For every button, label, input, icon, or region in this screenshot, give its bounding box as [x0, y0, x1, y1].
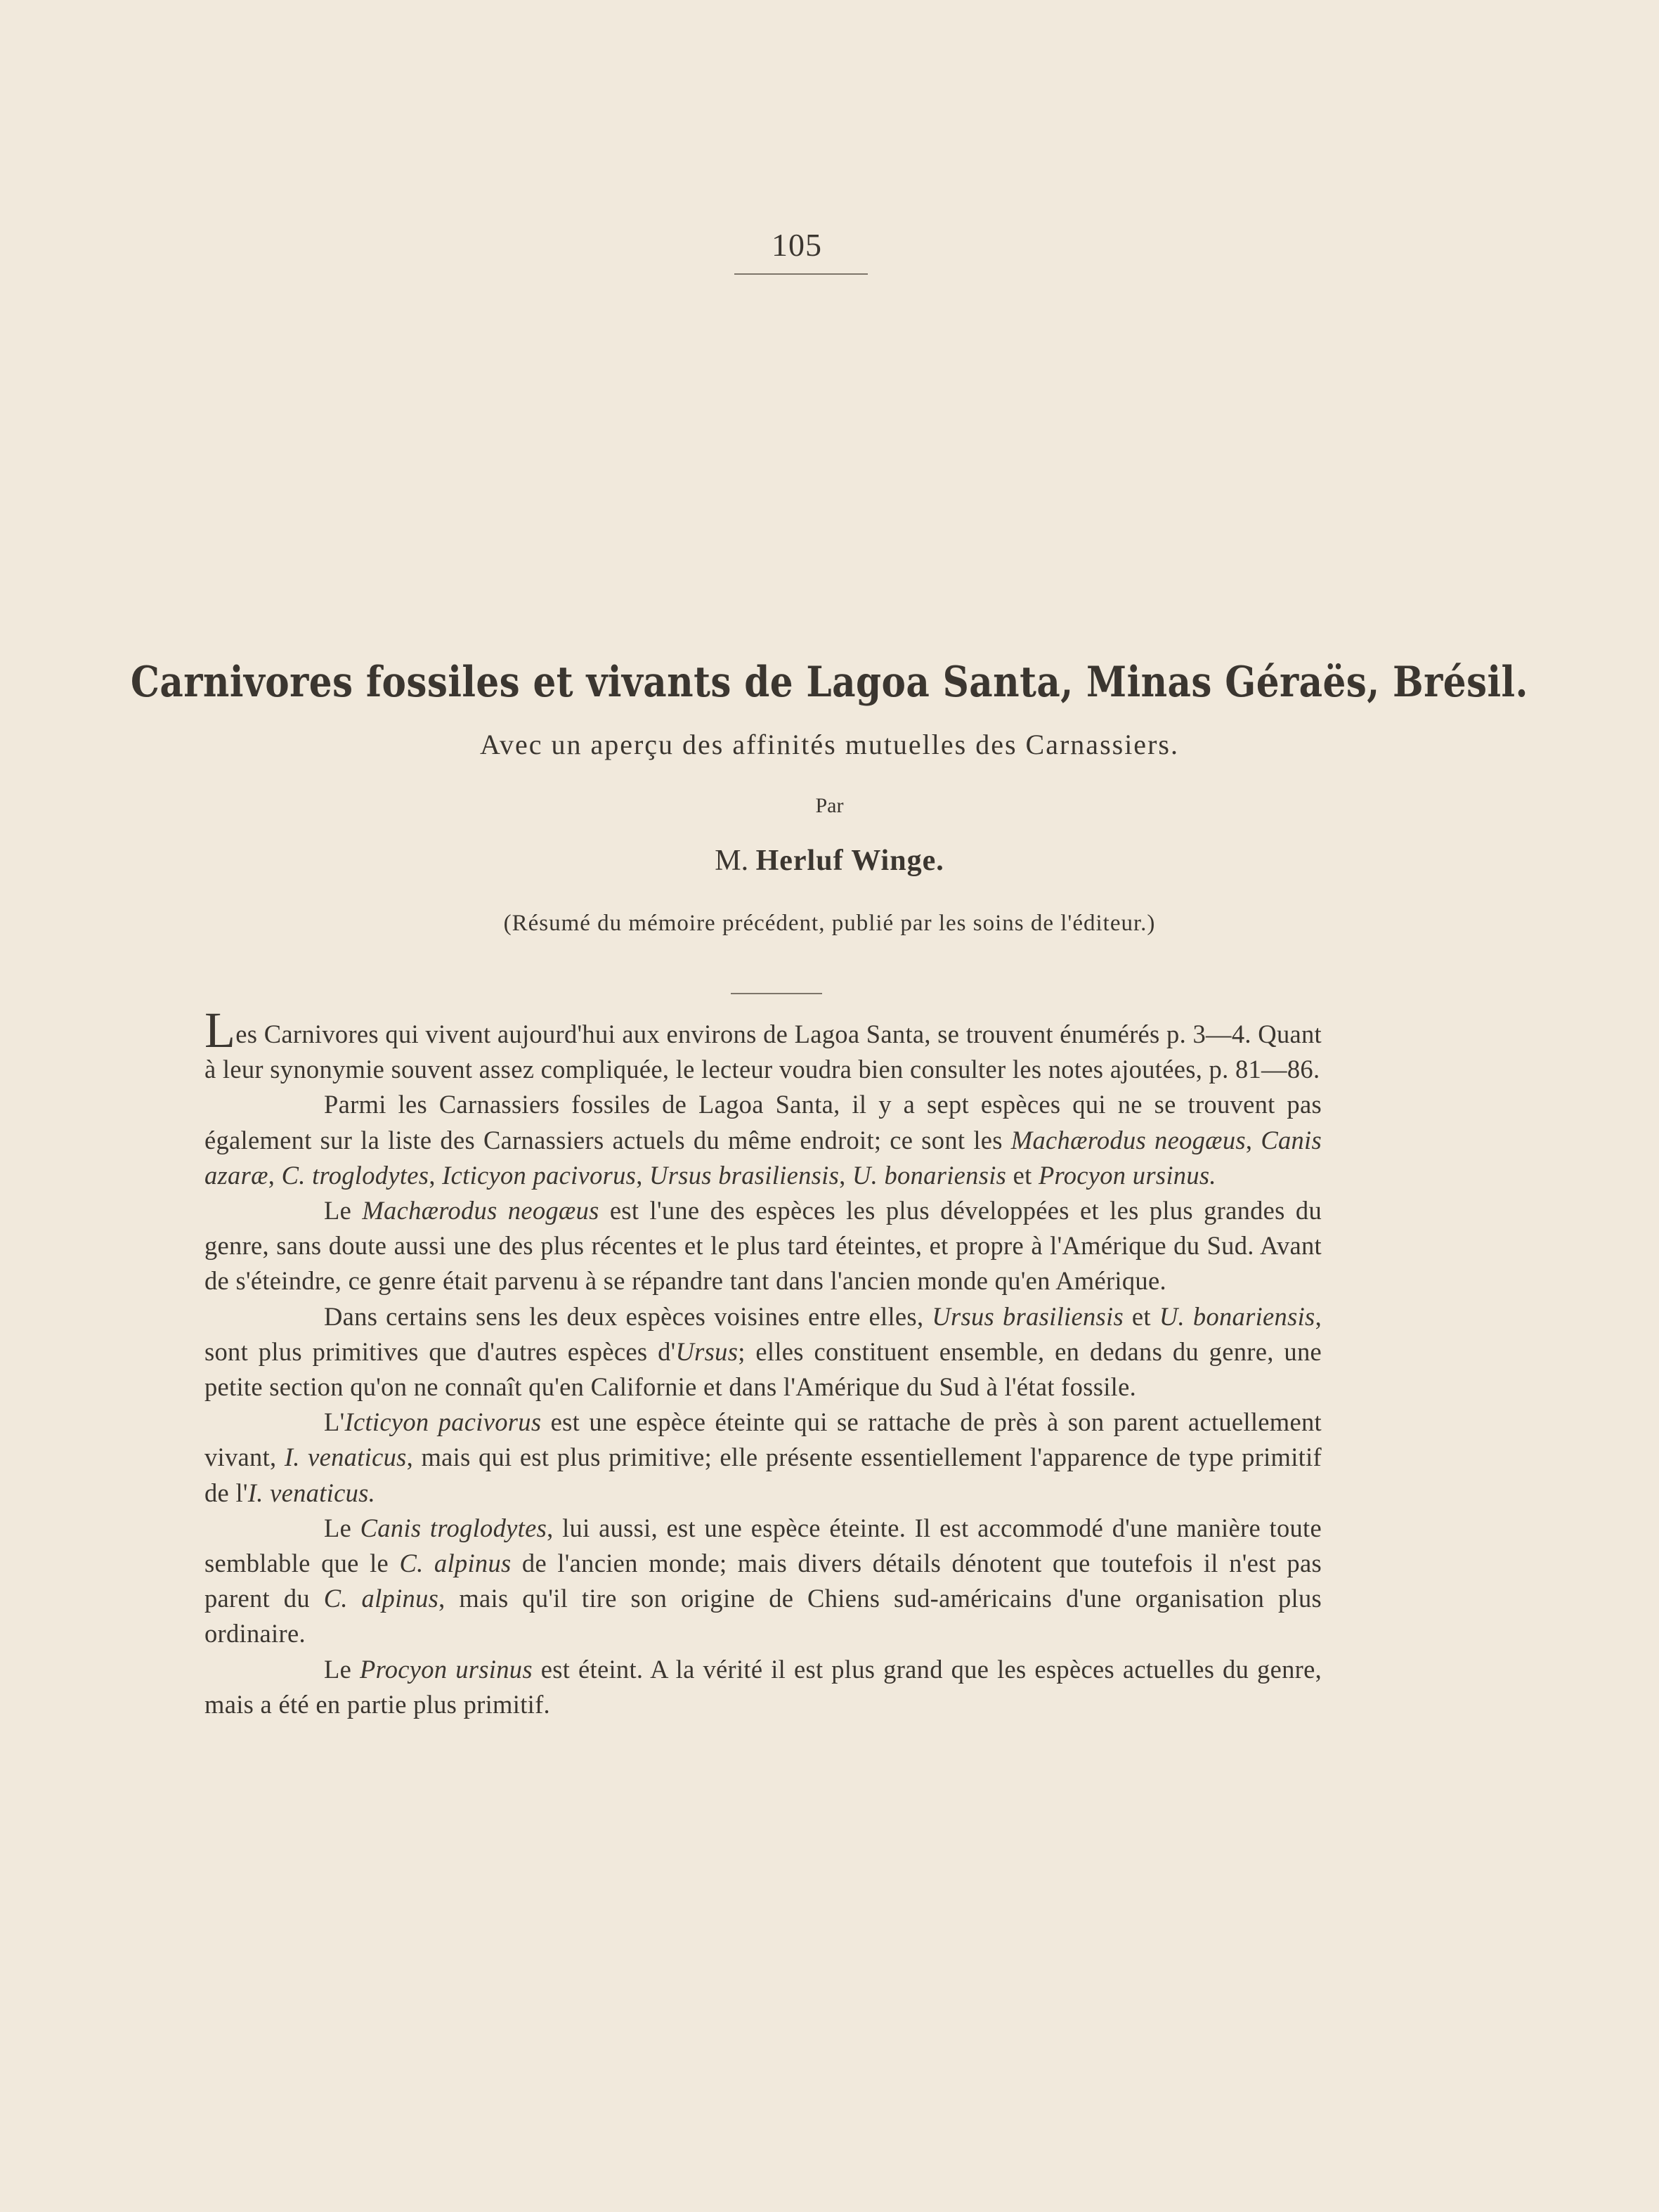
paragraph-6 [204, 1511, 1322, 1652]
species-name: Ursus brasiliensis [932, 1301, 1124, 1331]
text-run: et [1123, 1301, 1159, 1331]
text-run: et [1006, 1160, 1039, 1190]
text-run: Parmi les Carnassiers fossiles de Lagoa Santa, il y a sept espèces qui ne se trouvent pas également sur la liste des Carnassiers actuels du même endroit; ce sont les [204, 1090, 1322, 1154]
species-name: Machærodus neogæus [362, 1196, 599, 1225]
author-prefix: M. [715, 845, 749, 877]
text-run: , [1245, 1125, 1261, 1154]
species-name: Canis troglodytes [360, 1513, 547, 1542]
species-name: Icticyon pacivorus [344, 1407, 542, 1437]
species-name: Ursus [675, 1336, 739, 1366]
species-name: Icticyon pacivorus [442, 1160, 637, 1190]
text-run: Le [324, 1654, 360, 1684]
paragraph-text: es Carnivores qui vivent aujourd'hui aux environs de Lagoa Santa, se trouvent énumérés p. 3—4. Quant à leur synonymie souvent assez compliquée, le lecteur voudra bien consulter les notes ajoutées, p. 81—86. [204, 1020, 1322, 1084]
text-run: , [429, 1160, 443, 1190]
section-divider [731, 993, 822, 994]
species-name: Procyon ursinus. [1038, 1160, 1216, 1190]
species-name: C. troglodytes [281, 1160, 429, 1190]
by-label: Par [815, 794, 844, 817]
text-run: Le [324, 1513, 360, 1542]
species-name: Machærodus neogæus [1010, 1125, 1246, 1154]
paragraph-7 [204, 1652, 1322, 1722]
paragraph-4 [204, 1299, 1322, 1405]
article-subtitle: Avec un aperçu des affinités mutuelles des Carnassiers. [480, 729, 1179, 760]
species-name: C. alpinus [399, 1549, 512, 1578]
paragraph-1 [204, 1002, 1322, 1087]
text-run: de l'ancien monde; mais divers détails dénotent que toutefois il n'est pas parent du [204, 1549, 1322, 1613]
paragraph-2 [204, 1087, 1322, 1193]
species-name: I. venaticus. [247, 1478, 376, 1507]
text-run: est une espèce éteinte qui se rattache de près à son parent actuellement vivant, [204, 1407, 1322, 1472]
species-name: U. bonariensis [852, 1160, 1007, 1190]
drop-cap: L [204, 1002, 236, 1058]
article-body [204, 1002, 1322, 1722]
text-run: Le [324, 1196, 363, 1225]
text-run: , [839, 1160, 852, 1190]
text-run: , mais qui est plus primitive; elle présente essentiellement l'apparence de type primitif de l' [204, 1443, 1322, 1507]
species-name: Canis azaræ [204, 1125, 1322, 1190]
author-line [0, 844, 1659, 878]
author-name: Herluf Winge. [755, 845, 944, 877]
text-run: , lui aussi, est une espèce éteinte. Il est accommodé d'une manière toute semblable que le [204, 1513, 1322, 1578]
text-run: ; elles constituent ensemble, en dedans du genre, une petite section qu'on ne connaît qu'en Californie et dans l'Amérique du Sud à l'état fossile. [204, 1336, 1322, 1402]
species-name: Procyon ursinus [359, 1654, 533, 1684]
species-name: C. alpinus [323, 1584, 439, 1613]
paragraph-3 [204, 1193, 1322, 1299]
text-run: , [268, 1160, 282, 1190]
species-name: I. venaticus [284, 1443, 407, 1472]
species-name: U. bonariensis [1159, 1301, 1315, 1331]
paragraph-5 [204, 1405, 1322, 1511]
text-run: , sont plus primitives que d'autres espèces d' [204, 1301, 1322, 1366]
page-number: 105 [772, 227, 822, 263]
species-name: Ursus brasiliensis [649, 1160, 840, 1190]
text-run: Dans certains sens les deux espèces voisines entre elles, [324, 1301, 932, 1331]
page-number-rule [734, 273, 868, 275]
text-run: est l'une des espèces les plus développées et les plus grandes du genre, sans doute aussi une des plus récentes et le plus tard éteintes, et propre à l'Amérique du Sud. Avant de s'éteindre, ce genre était parvenu à se répandre tant dans l'ancien monde qu'en Amérique. [204, 1196, 1322, 1296]
article-title: Carnivores fossiles et vivants de Lagoa Santa, Minas Géraës, Brésil. [130, 658, 1528, 707]
text-run: L' [324, 1407, 345, 1437]
text-run: , mais qu'il tire son origine de Chiens sud-américains d'une organisation plus ordinaire. [204, 1584, 1322, 1648]
editor-note: (Résumé du mémoire précédent, publié par les soins de l'éditeur.) [503, 911, 1156, 936]
text-run: , [636, 1160, 650, 1190]
text-run: est éteint. A la vérité il est plus grand que les espèces actuelles du genre, mais a été en partie plus primitif. [204, 1654, 1322, 1719]
